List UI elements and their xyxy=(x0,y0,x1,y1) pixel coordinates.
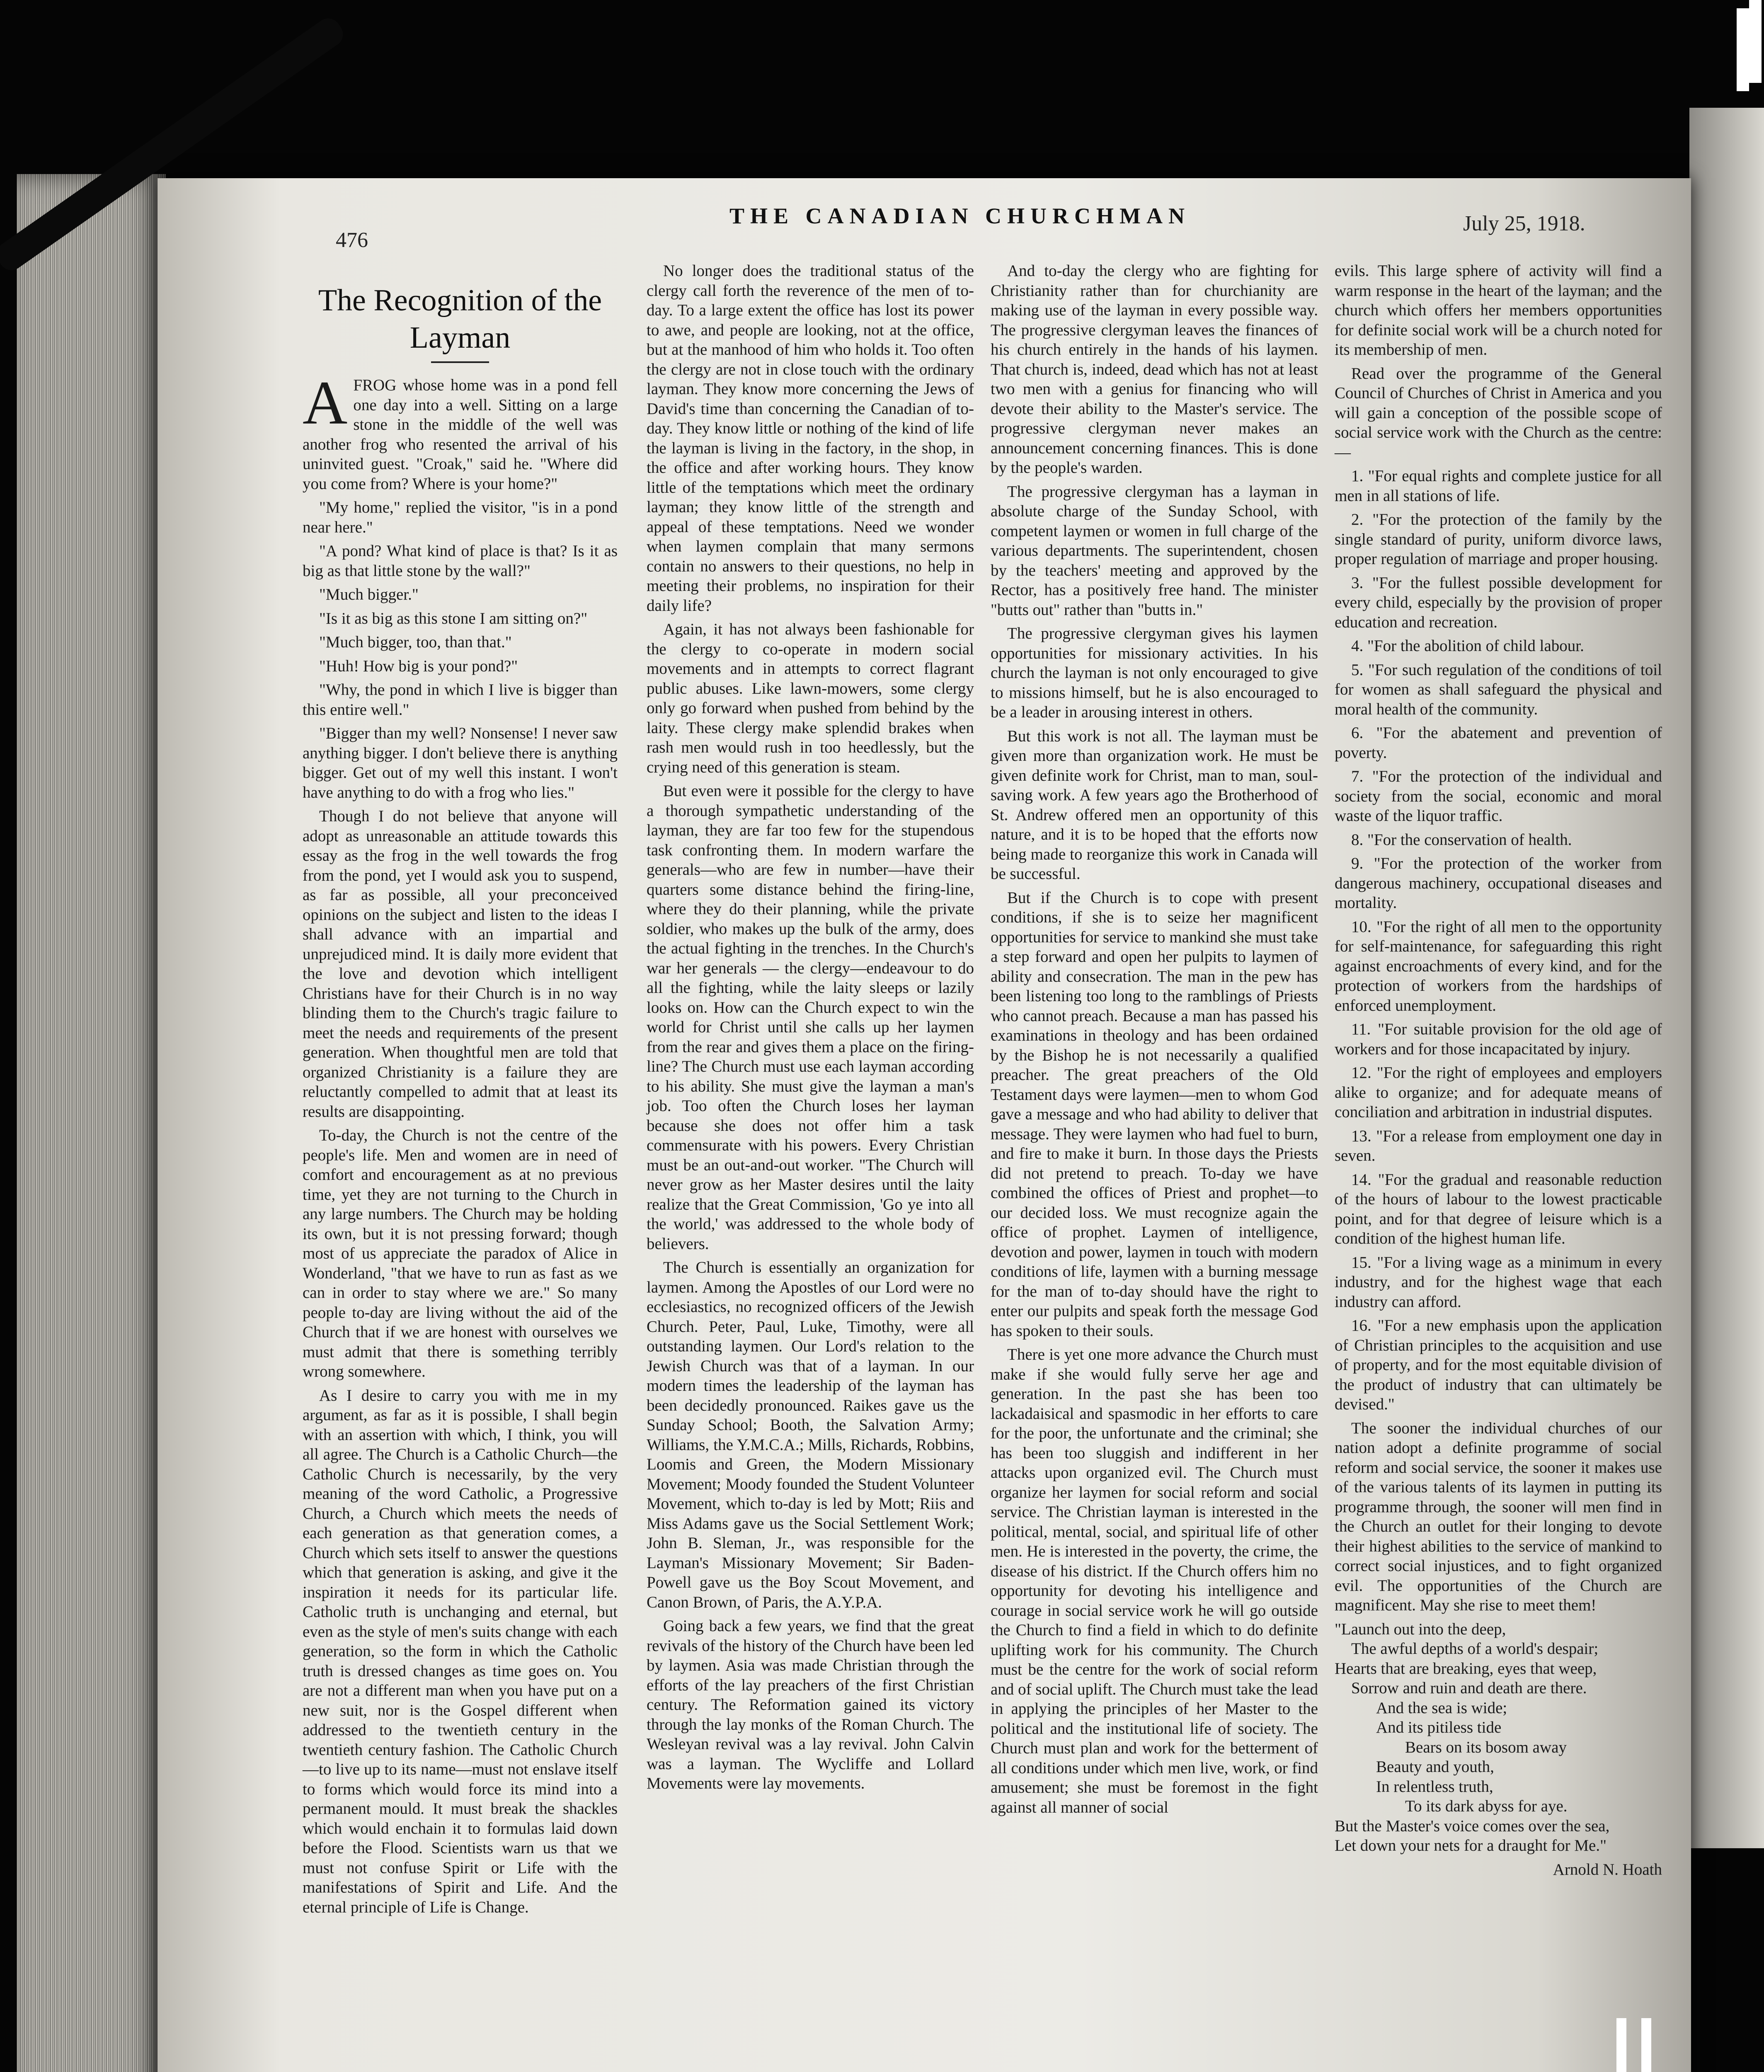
poem-line: And the sea is wide; xyxy=(1376,1699,1507,1717)
poem-line: Hearts that are breaking, eyes that weep, xyxy=(1335,1659,1597,1677)
scan-artifact-bar xyxy=(1737,8,1749,91)
paragraph: Though I do not believe that anyone will adopt as unreasonable an attitude towards this essay as the frog in the well towards the frog from the pond, yet I would ask you to suspend, as far as possible, all your preconceived opinions on the subject and listen to the ideas I shall advance with an impartial and unprejudiced mind. It is daily more evident that the love and devotion which intelligent Christians have for their Church is in no way blinding them to the Church's tragic failure to meet the needs and requirements of the present generation. When thoughtful men are told that organized Christianity is a failure they are reluctantly compelled to admit that at least its results are disappointing. xyxy=(303,807,618,1121)
drop-cap: A xyxy=(303,368,348,437)
paragraph: "Much bigger, too, than that." xyxy=(319,633,512,651)
paragraph: But even were it possible for the clergy to have a thorough sympathetic understanding of the layman, they are far too few for the stupendous task confronting them. In modern warfare the generals—who are few in number—have their quarters some distance behind the firing-line, where they do their planning, while the private soldier, who makes up the bulk of the army, does the actual fighting in the trenches. In the Church's war her generals — the clergy—endeavour to do all the fighting, while the laity sleeps or lazily looks on. How can the Church expect to win the world for Christ until she calls up her laymen from the rear and gives them a place on the firing-line? The Church must use each layman according to his ability. She must give the layman a man's job. Too often the Church loses her layman because she does not offer him a task commensurate with his powers. Every Christian must be an out-and-out worker. "The Church will never grow as her Master desires until the laity realize that the Great Commission, 'Go ye into all the world,' was addressed to the whole body of believers. xyxy=(647,782,974,1253)
paragraph: Again, it has not always been fashionable for the clergy to co-operate in modern social movements and in attempts to correct flagrant public abuses. Like lawn-mowers, some clergy only go forward when pushed from behind by the laity. These clergy make splendid brakes when rash men would rush in too heedlessly, but the crying need of this generation is steam. xyxy=(647,620,974,776)
facing-page-edge xyxy=(1689,108,1764,1848)
paragraph: And to-day the clergy who are fighting for Christianity rather than for churchianity are making use of the layman in every possible way. The progressive clergyman leaves the finances of his church entirely in the hands of his laymen. That church is, indeed, dead which has not at least two men with a genius for financing who will devote their ability to the Master's service. The progressive clergyman never makes an announcement concerning finances. This is done by the people's warden. xyxy=(991,262,1318,477)
poem-line: And its pitiless tide xyxy=(1376,1719,1502,1736)
paragraph: "Bigger than my well? Nonsense! I never saw anything bigger. I don't believe there is anything bigger. Get out of my well this instant. I won't have anything to do with a frog who lies." xyxy=(303,724,618,801)
paragraph: "My home," replied the visitor, "is in a pond near here." xyxy=(303,499,618,536)
column-1 xyxy=(303,274,618,1921)
paragraph: Read over the programme of the General Council of Churches of Christ in America and you will gain a conception of the possible scope of social service work with the Church as the centre:— xyxy=(1335,364,1662,461)
paragraph: "Huh! How big is your pond?" xyxy=(319,657,518,675)
poem-line: But the Master's voice comes over the sea, xyxy=(1335,1817,1610,1835)
paragraph: "Much bigger." xyxy=(319,586,419,603)
list-item: 13. "For a release from employment one day in seven. xyxy=(1335,1127,1662,1164)
scan-artifact-bar xyxy=(1749,0,1762,83)
list-item: 15. "For a living wage as a minimum in every industry, and for the highest wage that each industry can afford. xyxy=(1335,1253,1662,1311)
scan-artifact-bar xyxy=(1616,2018,1626,2072)
poem xyxy=(1335,1619,1662,1856)
scan-artifact-bar xyxy=(1641,2018,1651,2072)
paragraph: There is yet one more advance the Church must make if she would fully serve her age and generation. In the past she has been too lackadaisical and spasmodic in her efforts to care for the poor, the unfortunate and the criminal; she has been too sluggish and indifferent in her attacks upon organized evil. The Church must organize her laymen for social reform and social service. The Christian layman is interested in the political, mental, social, and spiritual life of other men. He is interested in the poverty, the crime, the disease of his district. If the Church offers him no opportunity for devoting his intelligence and courage in social service work he will go outside the Church to find a field in which to do definite uplifting work for his community. The Church must be the centre for the work of social reform and of social uplift. The Church must take the lead in applying the principles of her Master to the political and the institutional life of society. The Church must plan and work for the betterment of all conditions under which men live, work, or find amusement; she must be foremost in the fight against all manner of social xyxy=(991,1346,1318,1816)
poem-line: In relentless truth, xyxy=(1376,1777,1493,1796)
article-title: The Recognition of the Layman xyxy=(318,283,602,355)
title-rule xyxy=(431,361,489,363)
list-item: 16. "For a new emphasis upon the application of Christian principles to the acquisition and use of property, and for the most equitable division of the product of industry that can ultimately be devised." xyxy=(1335,1317,1662,1413)
paragraph: To-day, the Church is not the centre of the people's life. Men and women are in need of comfort and encouragement as at no previous time, yet they are not turning to the Church in any large numbers. The Church may be holding its own, but it is not pressing forward; though most of us appreciate the paradox of Alice in Wonderland, "that we have to run as fast as we can in order to stay where we are." So many people to-day are living without the aid of the Church that if we are honest with ourselves we must admit that there is something terribly wrong somewhere. xyxy=(303,1126,618,1380)
list-item: 2. "For the protection of the family by the single standard of purity, uniform divorce laws, proper regulation of marriage and proper housing. xyxy=(1335,511,1662,568)
poem-line: Bears on its bosom away xyxy=(1405,1738,1567,1756)
list-item: 1. "For equal rights and complete justice for all men in all stations of life. xyxy=(1335,467,1662,505)
poem-line: Sorrow and ruin and death are there. xyxy=(1351,1679,1587,1697)
paragraph: As I desire to carry you with me in my argument, as far as it is possible, I shall begin with an assertion with which, I think, you will all agree. The Church is a Catholic Church—the Catholic Church is necessarily, by the very meaning of the word Catholic, a Progressive Church, a Church which meets the needs of each generation as that generation comes, a Church which sets itself to answer the questions which that generation is asking, and give it the inspiration it needs for its particular life. Catholic truth is unchanging and eternal, but even as the style of men's suits change with each generation, so the form in which the Catholic truth is dressed changes as time goes on. You are not a different man when you have put on a new suit, nor is the Gospel different when addressed to the twentieth century in the twentieth century fashion. The Catholic Church—to live up to its name—must not enslave itself to forms which would force its mind into a permanent mould. It must break the shackles which would enchain it to formulas laid down before the Flood. Scientists warn us that we must not confuse Spirit or Life with the manifestations of Spirit and Life. And the eternal principle of Life is Change. xyxy=(303,1386,618,1916)
paragraph: No longer does the traditional status of the clergy call forth the reverence of the men of to-day. To a large extent the office has lost its power to awe, and people are looking, not at the office, but at the manhood of him who holds it. Too often the clergy are not in close touch with the ordinary layman. They know more concerning the Jews of David's time than concerning the Canadian of to-day. They know little or nothing of the kind of life the layman is living in the factory, in the shop, in the office and after working hours. They know little of the temptations which meet the ordinary layman; they know little of the strength and appeal of these temptations. Need we wonder when laymen complain that many sermons contain no answers to their questions, no help in meeting their problems, no inspiration for their daily life? xyxy=(647,262,974,615)
list-item: 9. "For the protection of the worker from dangerous machinery, occupational diseases and mortality. xyxy=(1335,854,1662,912)
paragraph: The Church is essentially an organization for laymen. Among the Apostles of our Lord were no ecclesiastics, no recognized officers of the Jewish Church. Peter, Paul, Luke, Timothy, were all outstanding laymen. Our Lord's relation to the Jewish Church was that of a layman. In our modern times the leadership of the layman has been decidedly pronounced. Raikes gave us the Sunday School; Booth, the Salvation Army; Williams, the Y.M.C.A.; Mills, Richards, Robbins, Loomis and Green, the Modern Missionary Movement; Moody founded the Student Volunteer Movement, which to-day is led by Mott; Riis and Miss Adams gave us the Social Settlement Work; John B. Sleman, Jr., was responsible for the Layman's Missionary Movement; Sir Baden-Powell gave us the Boy Scout Movement, and Canon Brown, of Paris, the A.Y.P.A. xyxy=(647,1259,974,1611)
poem-line: To its dark abyss for aye. xyxy=(1405,1797,1568,1815)
newspaper-page xyxy=(158,178,1691,2072)
paragraph: "Is it as big as this stone I am sitting on?" xyxy=(319,609,588,627)
list-item: 5. "For such regulation of the conditions of toil for women as shall safeguard the physical and moral health of the community. xyxy=(1335,661,1662,718)
list-item: 14. "For the gradual and reasonable reduction of the hours of labour to the lowest practicable point, and for that degree of leisure which is a condition of the highest human life. xyxy=(1335,1170,1662,1247)
poem-line: Beauty and youth, xyxy=(1376,1758,1494,1776)
list-item: 6. "For the abatement and prevention of poverty. xyxy=(1335,724,1662,762)
list-item: 12. "For the right of employees and employers alike to organize; and for adequate means of conciliation and arbitration in industrial disputes. xyxy=(1335,1064,1662,1121)
paragraph: evils. This large sphere of activity will find a warm response in the heart of the layman; and the church which offers her members opportunities for definite social work will be a church noted for its membership of men. xyxy=(1335,262,1662,358)
book-page-edges xyxy=(17,174,166,2072)
paragraph: "Why, the pond in which I live is bigger than this entire well." xyxy=(303,681,618,719)
list-item: 11. "For suitable provision for the old age of workers and for those incapacitated by injury. xyxy=(1335,1020,1662,1058)
poem-line: Let down your nets for a draught for Me." xyxy=(1335,1837,1606,1854)
poem-line: "Launch out into the deep, xyxy=(1335,1620,1506,1638)
paragraph: AFROG whose home was in a pond fell one day into a well. Sitting on a large stone in the middle of the well was another frog who resented the arrival of his uninvited guest. "Croak," said he. "Where did you come from? Where is your home?" xyxy=(303,368,618,493)
list-item: 7. "For the protection of the individual and society from the social, economic and moral waste of the liquor traffic. xyxy=(1335,767,1662,825)
paragraph: Going back a few years, we find that the great revivals of the history of the Church have been led by laymen. Asia was made Christian through the efforts of the lay preachers of the first Christian century. The Reformation gained its victory through the lay monks of the Roman Church. The Wesleyan revival was a lay revival. John Calvin was a layman. The Wycliffe and Lollard Movements were lay movements. xyxy=(647,1617,974,1792)
poem-line: The awful depths of a world's despair; xyxy=(1351,1640,1599,1658)
list-item: 10. "For the right of all men to the opportunity for self-maintenance, for safeguarding this right against encroachments of every kind, and for the protection of workers from the hardships of enforced unemployment. xyxy=(1335,917,1662,1014)
paragraph: The progressive clergyman has a layman in absolute charge of the Sunday School, with competent laymen or women in full charge of the various departments. The superintendent, chosen by the teachers' meeting and approved by the Rector, has a positively free hand. The minister "butts out" rather than "butts in." xyxy=(991,482,1318,619)
paragraph: "A pond? What kind of place is that? Is it as big as that little stone by the wall?" xyxy=(303,542,618,580)
list-item: 8. "For the conservation of health. xyxy=(1351,830,1572,849)
paragraph: The progressive clergyman gives his laymen opportunities for missionary activities. In his church the layman is not only encouraged to give to missions himself, but he is also encouraged to be a leader in arousing interest in others. xyxy=(991,625,1318,721)
page-number: 476 xyxy=(336,228,368,252)
list-item: 4. "For the abolition of child labour. xyxy=(1351,637,1584,655)
list-item: 3. "For the fullest possible development for every child, especially by the provision of proper education and recreation. xyxy=(1335,574,1662,631)
paragraph: But if the Church is to cope with present conditions, if she is to seize her magnificent opportunities for service to mankind she must take a step forward and open her pulpits to laymen of ability and consecration. The man in the pew has been listening too long to the ramblings of Priests who cannot preach. Because a man has passed his examinations in theology and has been ordained by the Bishop he is not necessarily a qualified preacher. The great preachers of the Old Testament days were laymen—men to whom God gave a message and who had ability to deliver that message. They were laymen who had fuel to burn, and fire to make it burn. In those days the Priests did not pretend to preach. To-day we have combined the offices of Priest and prophet—to our decided loss. We must recognize again the office of prophet. Laymen of intelligence, devotion and power, laymen in touch with modern conditions of life, laymen with a burning message for the man of to-day should have the right to enter our pulpits and speak forth the message God has spoken to their souls. xyxy=(991,888,1318,1340)
author-signature: Arnold N. Hoath xyxy=(1553,1860,1662,1878)
paragraph: But this work is not all. The layman must be given more than organization work. He must be given definite work for Christ, man to man, soul-saving work. A few years ago the Brotherhood of St. Andrew offered men an opportunity of this nature, and it is to be hoped that the efforts now being made to reorganize this work in Canada will be successful. xyxy=(991,727,1318,883)
masthead: THE CANADIAN CHURCHMAN xyxy=(729,203,1190,228)
column-2 xyxy=(647,261,974,1798)
paragraph: The sooner the individual churches of our nation adopt a definite programme of social reform and social service, the sooner it makes use of the various talents of its laymen in putting its programme through, the sooner will men find in the Church an outlet for their longing to devote their highest abilities to the service of mankind to correct social injustices, and to fight organized evil. The opportunities of the Church are magnificent. May she rise to meet them! xyxy=(1335,1419,1662,1614)
column-3 xyxy=(991,261,1318,1821)
issue-date: July 25, 1918. xyxy=(1463,212,1585,235)
column-4 xyxy=(1335,261,1662,1879)
